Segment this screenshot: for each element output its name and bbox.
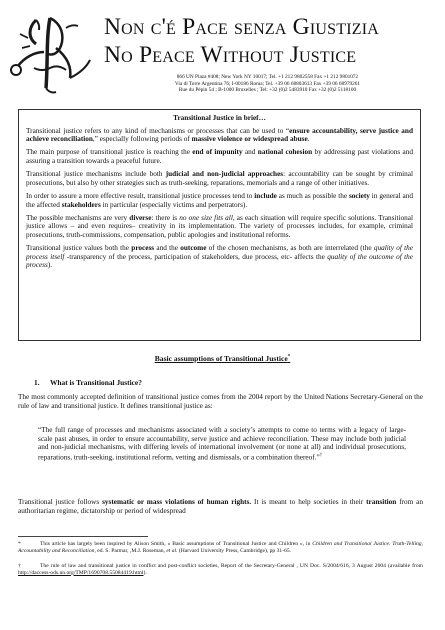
brief-paragraph xyxy=(26,170,413,187)
footnote-divider xyxy=(18,536,148,537)
brief-emphasis: outcome xyxy=(180,244,207,253)
brief-text: The main purpose of transitional justice is reaching the xyxy=(26,148,193,157)
brief-box xyxy=(18,109,421,341)
brief-emphasis: national cohesion xyxy=(257,148,313,157)
body-emphasis: systematic or mass violations of human rights. xyxy=(102,498,252,506)
footnote-italic: Children and Transitional Justice. Truth-Telling, Accountability and Reconciliation xyxy=(18,541,423,554)
footnote-ref-2[interactable]: † xyxy=(319,452,323,458)
brief-title: Transitional Justice in brief… xyxy=(173,114,266,122)
brief-text: Transitional justice refers to any kind of mechanisms or processes that can be used to “ xyxy=(26,126,290,135)
section-title xyxy=(0,354,445,363)
brief-text: and xyxy=(242,148,258,157)
brief-text: by addressing past violations and assuring a transition towards a peaceful future. xyxy=(26,148,413,165)
brief-paragraph xyxy=(26,192,413,209)
footnote-text: , ed. S. Parmar, ,M.J. Roseman, xyxy=(94,547,167,554)
brief-text: and the xyxy=(154,244,181,253)
body-text: from an authoritarian regime, dictatorship or period of widespread xyxy=(18,498,424,515)
footnote-text: ). xyxy=(143,569,147,576)
brief-text: Transitional justice values both the xyxy=(26,244,132,253)
brief-paragraph xyxy=(26,148,413,165)
brief-emphasis: process xyxy=(131,244,155,253)
address-brussels: Rue du Pépin 54 ; B-1000 Bruxelles ; Tel: +32 (0)2 5483910 Fax +32 (0)2 5118100 xyxy=(178,87,357,93)
body-text: Transitional justice follows xyxy=(18,498,103,506)
definition-quote xyxy=(38,426,406,462)
footnote-2 xyxy=(18,563,423,576)
footnote-mark: † xyxy=(18,563,21,569)
brief-text: In order to assure a more effective result, transitional justice processes tend to xyxy=(26,191,255,200)
brief-text: , as each situation will require specific solutions. Transitional justice allows – and even requires– creativity in its implementation. The variety of processes includes, for example, criminal prosecutions, truth-commissions, compensation, public apologies and institutional reforms. xyxy=(26,213,414,239)
brief-emphasis: stakeholders xyxy=(61,200,101,209)
brief-text: as much as possible the xyxy=(276,191,349,200)
brief-text: Transitional justice mechanisms include both xyxy=(26,170,166,179)
brief-text: in general and the affected xyxy=(26,191,413,209)
footnote-ref-1[interactable]: * xyxy=(287,354,291,360)
org-name-english: No Peace Without Justice xyxy=(104,42,357,68)
brief-italic: quality of the outcome of the process xyxy=(26,252,413,270)
brief-emphasis: society xyxy=(348,191,370,200)
body-text: It is meant to help societies in their xyxy=(251,498,367,506)
body-paragraph xyxy=(18,498,423,515)
brief-emphasis: judicial and non-judicial approaches xyxy=(165,170,284,179)
npwj-logo-icon xyxy=(6,8,98,98)
section-title-text: Basic assumptions of Transitional Justice xyxy=(154,354,288,363)
brief-text: of the chosen mechanisms, as both are interrelated (the xyxy=(206,244,374,253)
brief-text: -transparency of the process, participation of stakeholders, due process, etc- affects the xyxy=(64,252,328,261)
brief-text: : accountability can be sought by criminal prosecutions, but also by other strategies such as truth-seeking, reparations, memorials and a range of other initiatives. xyxy=(26,170,413,187)
footnote-text: This article has largely been inspired by Alison Smith, « Basic assumptions of Transitional Justice and Children », in xyxy=(40,541,313,547)
footnote-mark: * xyxy=(18,541,21,547)
body-emphasis: transition xyxy=(366,498,397,506)
address-new-york: 866 UN Plaza #408; New York NY 10017; Tel. +1 212 9802558 Fax +1 212 9801072 xyxy=(176,74,359,80)
question-heading xyxy=(34,378,142,387)
brief-text: ). xyxy=(47,261,53,270)
footnote-1 xyxy=(18,541,423,554)
question-number: 1. xyxy=(34,378,40,387)
org-name-italian: Non c'é Pace senza Giustizia xyxy=(104,14,379,40)
brief-emphasis: end of impunity xyxy=(192,148,243,157)
brief-text: : there is xyxy=(151,213,180,222)
brief-emphasis: include xyxy=(254,191,277,200)
brief-emphasis: massive violence or widespread abuse xyxy=(191,135,308,144)
brief-text: ,” especially following periods of xyxy=(92,135,192,144)
brief-text: in particular (especially victims and perpetrators). xyxy=(100,200,248,209)
brief-text: . xyxy=(307,135,310,144)
footnote-text: (Harvard University Press, Cambridge), pp 31-65. xyxy=(177,547,292,554)
footnote-text: The rule of law and transitional justice in conflict and post-conflict societies, Report of the Secretary-General , UN Doc. S/2004/616, 3 August 2004 (available from xyxy=(40,563,423,569)
brief-emphasis: ensure accountability, serve justice and achieve reconciliation xyxy=(26,126,413,144)
body-paragraph: The most commonly accepted definition of transitional justice comes from the 2004 report by the United Nations Secretary-General on the rule of law and transitional justice. It defines transitional justice as: xyxy=(18,393,423,410)
brief-paragraph xyxy=(26,214,413,240)
brief-paragraph xyxy=(26,244,413,270)
brief-italic: no one size fits all xyxy=(179,213,233,222)
brief-italic: quality of the process itself xyxy=(26,244,413,261)
question-title: What is Transitional Justice? xyxy=(50,378,142,387)
brief-emphasis: diverse xyxy=(129,213,152,222)
footnote-italic: et al. xyxy=(166,547,178,554)
brief-text: The possible mechanisms are very xyxy=(26,213,130,222)
quote-text: “The full range of processes and mechanisms associated with a society’s attempts to come to terms with a legacy of large-scale past abuses, in order to ensure accountability, serve justice and achieve reconciliation. These may include both judicial and non-judicial mechanisms, with differing levels of international involvement (or none at all) and individual prosecutions, reparations, truth-seeking, institutional reform, vetting and dismissals, or a combination thereof.” xyxy=(38,426,406,462)
address-rome: Via di Torre Argentina 76; I-00186 Roma; Tel. +39 06 68803613 Fax +39 06 68979261 xyxy=(174,80,361,87)
brief-paragraph xyxy=(26,127,413,144)
footnote-link[interactable]: http://daccess-ods.un.org/TMP/1690708.55084419.html xyxy=(18,569,144,576)
